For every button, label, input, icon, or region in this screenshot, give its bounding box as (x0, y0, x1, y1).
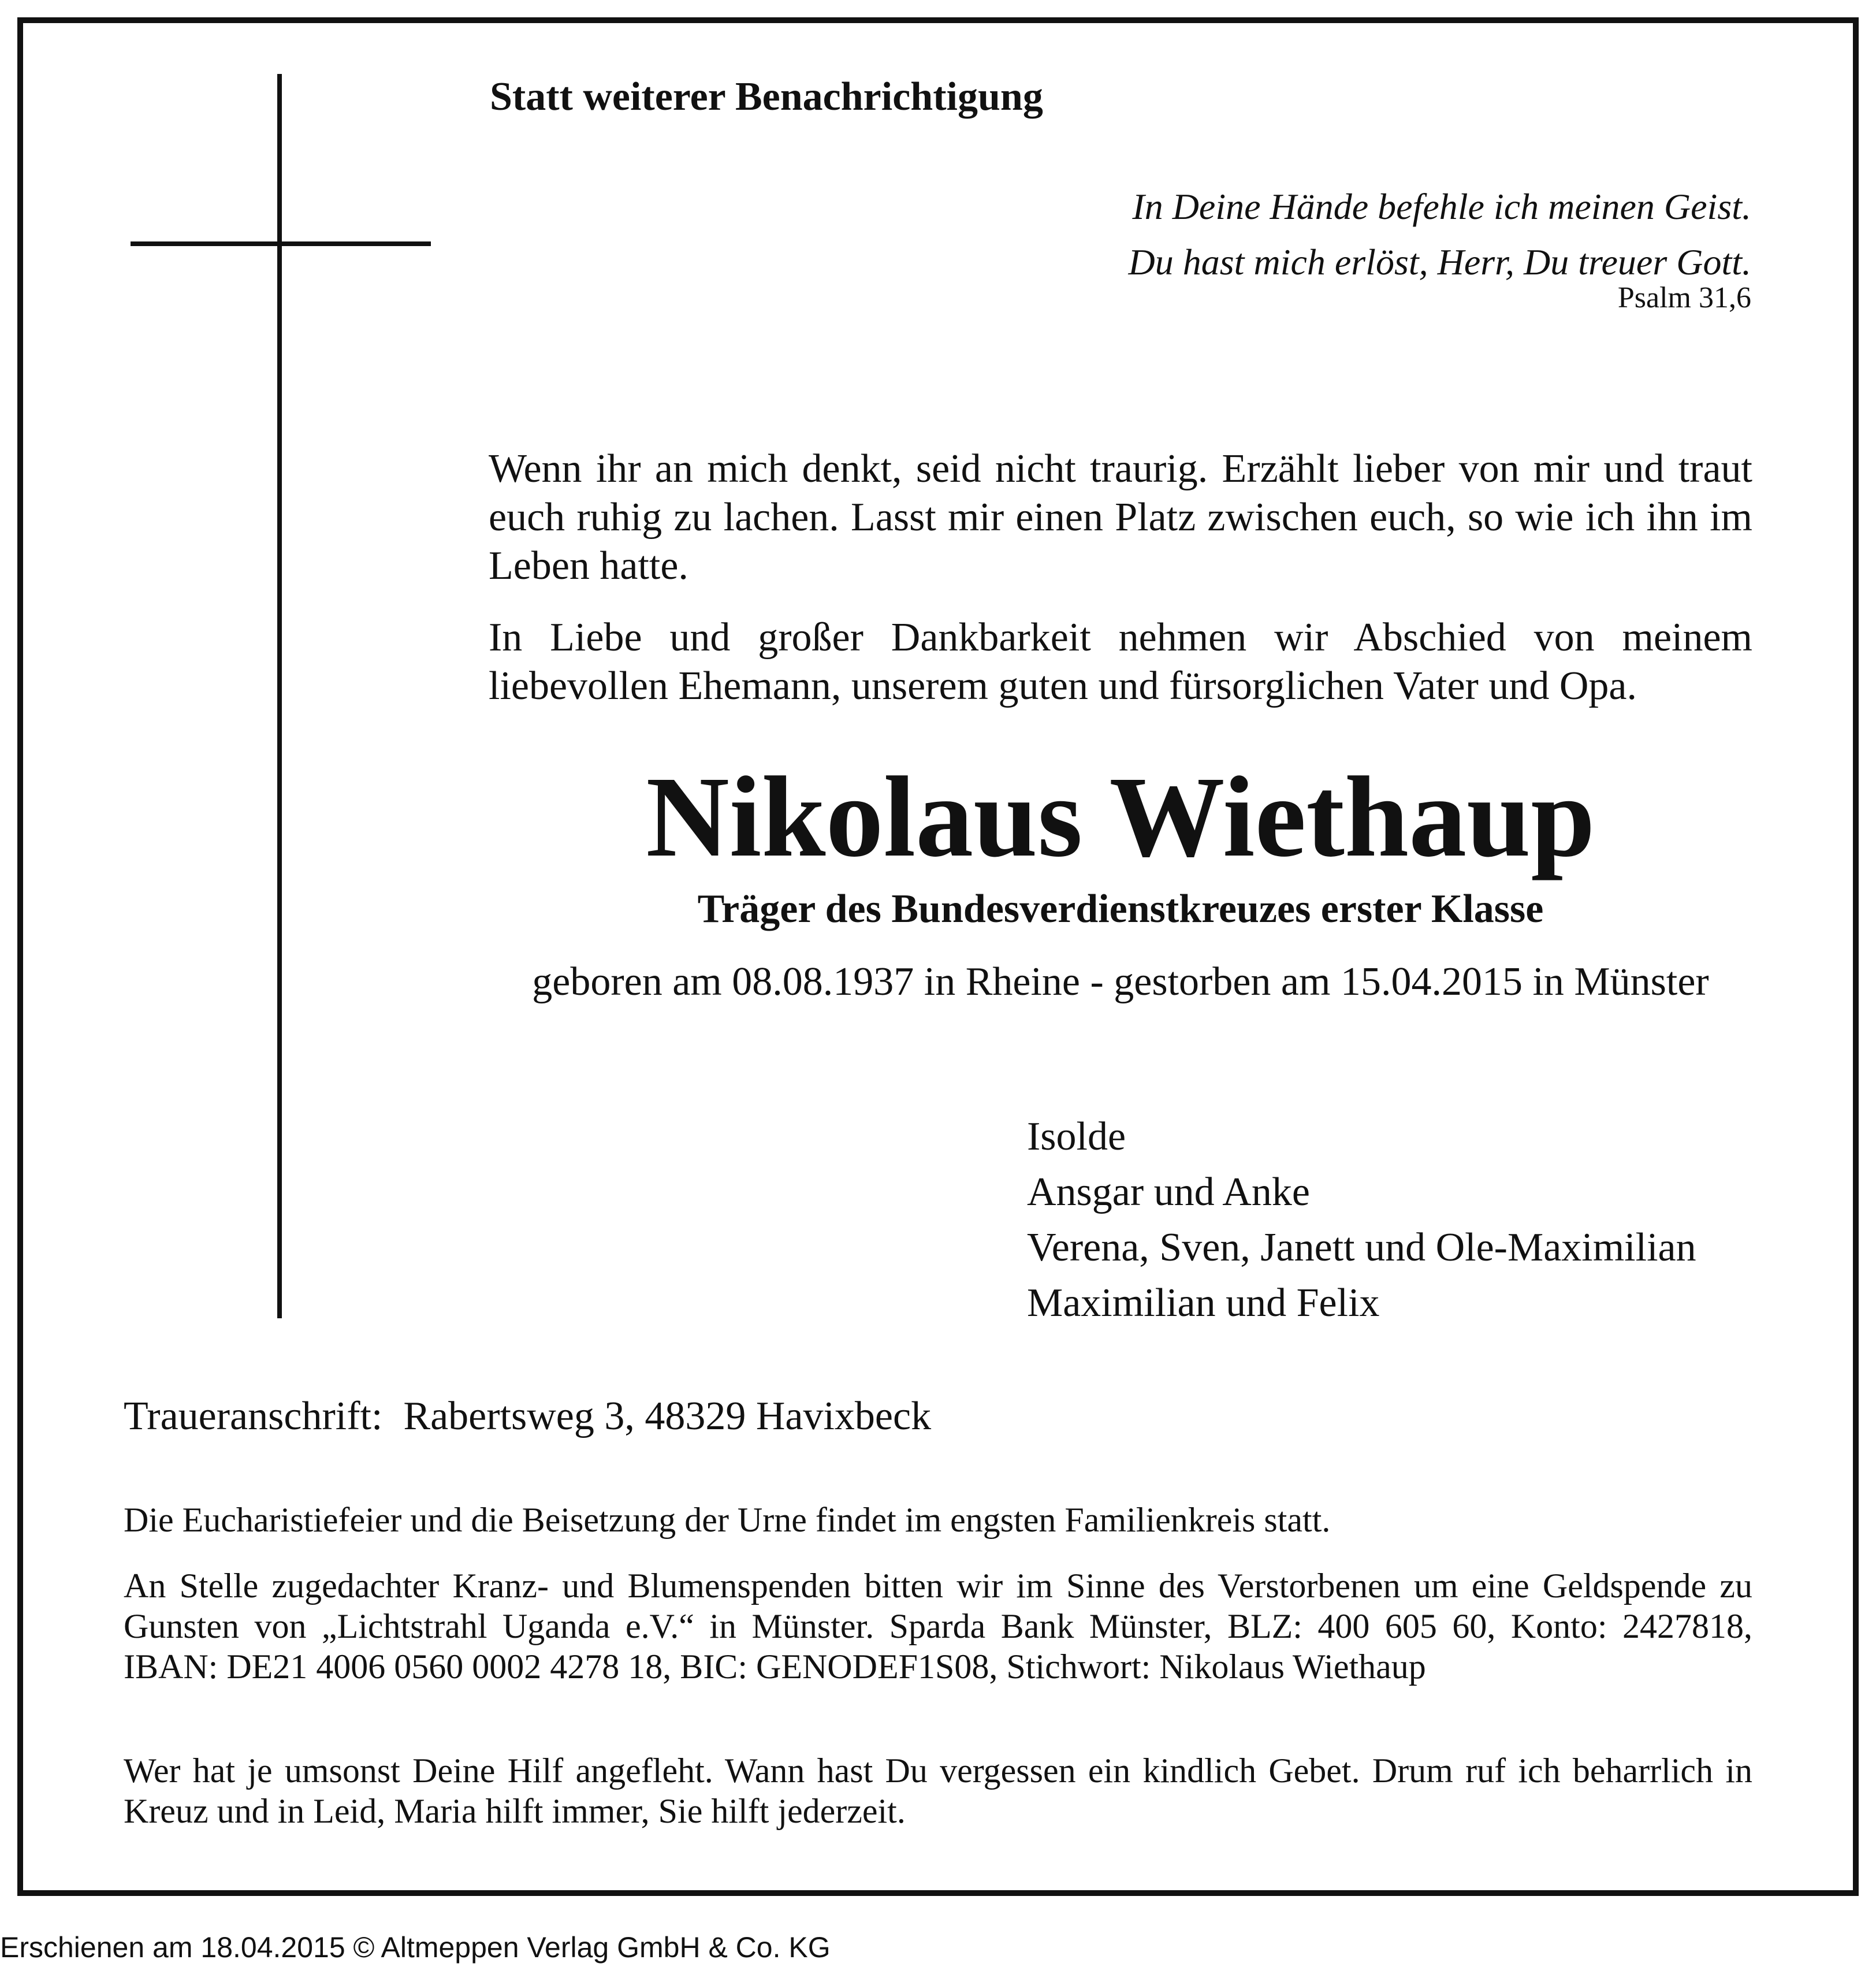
family-member: Verena, Sven, Janett und Ole-Maximilian (1027, 1225, 1696, 1270)
deceased-name: Nikolaus Wiethaup (646, 753, 1595, 881)
closing-prayer: Wer hat je umsonst Deine Hilf angefleht. Wann hast Du vergessen ein kindlich Gebet. Drum ruf ich beharrlich in Kreuz und in Leid, Maria hilft immer, Sie hilft jederzeit. (124, 1752, 1752, 1830)
family-list (1027, 1109, 1696, 1331)
mourning-address (124, 1393, 931, 1440)
family-member: Isolde (1027, 1114, 1126, 1159)
motto-line: Du hast mich erlöst, Herr, Du treuer Gott. (1128, 241, 1751, 282)
life-dates: geboren am 08.08.1937 in Rheine - gestorben am 15.04.2015 in Münster (532, 960, 1709, 1004)
address-value: Rabertsweg 3, 48329 Havixbeck (403, 1394, 932, 1438)
farewell-intro: In Liebe und großer Dankbarkeit nehmen wir Abschied von meinem liebevollen Ehemann, unserem guten und fürsorglichen Vater und Opa. (489, 615, 1752, 708)
motto-line: In Deine Hände befehle ich meinen Geist. (1132, 186, 1751, 227)
cross-symbol-vertical (277, 74, 282, 1318)
notice-header: Statt weiterer Benachrichtigung (490, 75, 1043, 119)
address-label: Traueranschrift: (124, 1394, 383, 1438)
farewell-quote: Wenn ihr an mich denkt, seid nicht traurig. Erzählt lieber von mir und traut euch ruhig zu lachen. Lasst mir einen Platz zwischen euch, so wie ich ihn im Leben hatte. (489, 447, 1752, 588)
bible-motto (1129, 179, 1751, 290)
deceased-honor: Träger des Bundesverdienstkreuzes erster Klasse (697, 887, 1544, 931)
cross-symbol-horizontal (131, 241, 431, 246)
family-member: Ansgar und Anke (1027, 1170, 1310, 1214)
motto-source: Psalm 31,6 (1617, 281, 1751, 314)
donation-info: An Stelle zugedachter Kranz- und Blumenspenden bitten wir im Sinne des Verstorbenen um eine Geldspende zu Gunsten von „Lichtstrahl Uganda e.V.“ in Münster. Sparda Bank Münster, BLZ: 400 605 60, Konto: 2427818, IBAN: DE21 4006 0560 0002 4278 18, BIC: GENODEF1S08, Stichwort: Nikolaus Wiethaup (124, 1567, 1752, 1686)
publication-footer: Erschienen am 18.04.2015 © Altmeppen Verlag GmbH & Co. KG (0, 1931, 831, 1964)
ceremony-info: Die Eucharistiefeier und die Beisetzung der Urne findet im engsten Familienkreis statt. (124, 1501, 1331, 1539)
family-member: Maximilian und Felix (1027, 1281, 1380, 1325)
